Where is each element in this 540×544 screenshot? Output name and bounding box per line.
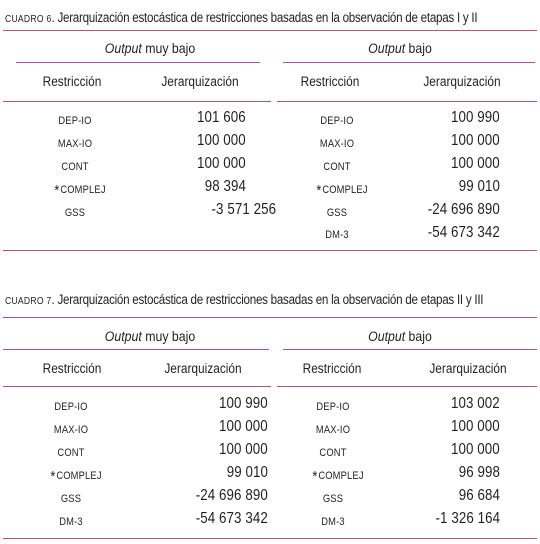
row-restriccion: GSS [326,207,348,219]
group-header-rest: muy bajo [141,328,196,344]
row-restriccion: DM-3 [59,516,83,528]
row-value: 96 684 [458,487,500,504]
row-restriccion: DM-3 [321,516,345,528]
row-value: 101 606 [197,109,246,126]
group-header-rest: muy bajo [141,40,196,56]
group-header-italic: Output [104,328,142,344]
row-name: COMPLEJ [318,470,364,482]
table-caption [5,292,483,307]
row-restriccion: MAX-IO [319,138,355,150]
row-restriccion [308,182,376,199]
row-value: 100 000 [451,441,500,458]
group-header-rest: bajo [405,328,432,344]
caption-text: . Jerarquización estocástica de restricciones basadas en la observación de etapas I y II [51,10,478,25]
row-value: 103 002 [451,395,500,412]
row-restriccion: MAX-IO [53,424,89,436]
row-value: -24 696 890 [427,201,500,218]
group-header-italic: Output [368,40,406,56]
row-restriccion: CONT [319,447,347,459]
row-prefix: * [312,468,318,485]
row-restriccion: CONT [57,447,85,459]
group-rule [3,349,269,350]
row-restriccion [42,468,110,485]
row-name: COMPLEJ [56,470,102,482]
row-restriccion: GSS [322,493,344,505]
row-value: -1 326 164 [435,510,500,527]
row-name: COMPLEJ [60,184,106,196]
column-header-jerarquizacion: Jerarquización [161,74,239,89]
top-rule [3,30,537,31]
header-rule [3,386,271,387]
row-restriccion: DEP-IO [320,115,354,127]
row-value: -54 673 342 [427,224,500,241]
row-value: 99 010 [226,464,268,481]
row-value: 100 000 [197,155,246,172]
row-value: 100 000 [451,132,500,149]
header-rule [277,386,537,387]
row-restriccion [304,468,372,485]
caption-text: . Jerarquización estocástica de restricciones basadas en la observación de etapas II y III [51,292,484,307]
row-restriccion: DEP-IO [54,401,88,413]
row-value: 98 394 [204,178,246,195]
caption-label: CUADRO 6 [5,14,52,25]
row-value: 100 990 [451,109,500,126]
group-header [71,40,229,56]
row-restriccion: MAX-IO [315,424,351,436]
row-value: -54 673 342 [195,510,268,527]
row-restriccion: CONT [323,161,351,173]
header-rule [277,101,537,102]
table-caption [5,10,477,25]
row-value: 100 000 [451,418,500,435]
row-value: 100 000 [197,132,246,149]
column-header-restriccion: Restricción [42,361,102,376]
group-header-italic: Output [104,40,142,56]
group-rule [283,349,537,350]
row-prefix: * [54,182,60,199]
row-value: 100 000 [219,418,268,435]
column-header-jerarquizacion: Jerarquización [423,74,501,89]
row-restriccion: MAX-IO [57,138,93,150]
row-restriccion [46,182,114,199]
row-prefix: * [50,468,56,485]
row-restriccion: DEP-IO [316,401,350,413]
row-restriccion: DM-3 [325,229,349,241]
row-value: -24 696 890 [195,487,268,504]
group-header [338,328,461,344]
column-header-restriccion: Restricción [42,74,102,89]
row-value: 96 998 [458,464,500,481]
row-restriccion: DEP-IO [58,115,92,127]
bottom-rule [3,250,537,251]
header-rule [3,101,271,102]
column-header-jerarquizacion: Jerarquización [429,361,507,376]
group-header [338,40,461,56]
row-restriccion: CONT [61,161,89,173]
row-prefix: * [316,182,322,199]
row-value: 99 010 [458,178,500,195]
group-header-rest: bajo [405,40,432,56]
column-header-jerarquizacion: Jerarquización [164,361,242,376]
group-rule [16,62,260,63]
row-restriccion: GSS [64,207,86,219]
row-name: COMPLEJ [322,184,368,196]
row-value: 100 000 [219,441,268,458]
caption-label: CUADRO 7 [5,296,52,307]
group-rule [283,62,535,63]
row-value: 100 990 [219,395,268,412]
column-header-restriccion: Restricción [300,74,360,89]
row-value: -3 571 256 [211,201,276,218]
group-header-italic: Output [368,328,406,344]
group-header [71,328,229,344]
bottom-rule [3,538,537,539]
top-rule [3,317,537,318]
row-restriccion: GSS [60,493,82,505]
column-header-restriccion: Restricción [302,361,362,376]
row-value: 100 000 [451,155,500,172]
